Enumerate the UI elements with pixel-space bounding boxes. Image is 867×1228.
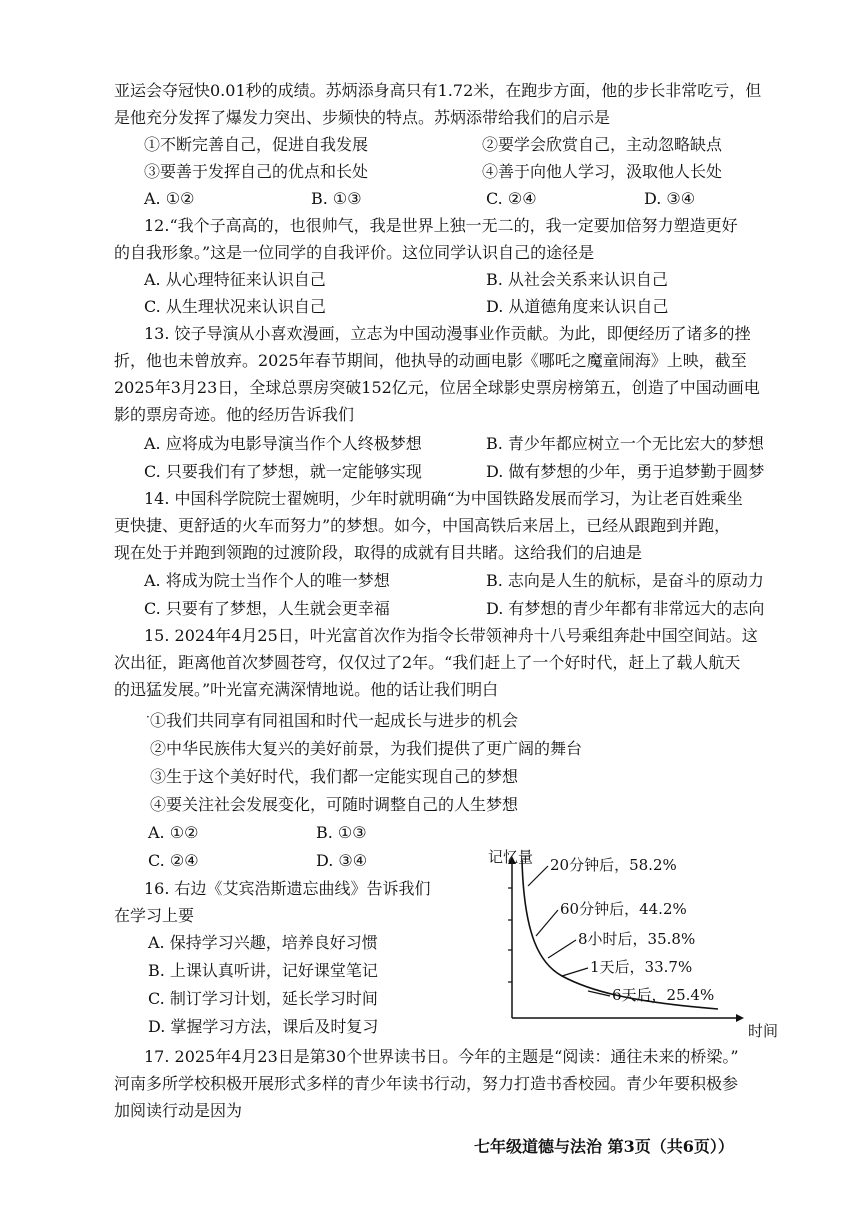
q13-stem-line: 13. 饺子导演从小喜欢漫画，立志为中国动漫事业作贡献。为此，即便经历了诸多的挫 [144, 324, 751, 343]
curve-point-leader [562, 968, 588, 976]
q12-choice-c: C. 从生理状况来认识自己 [144, 297, 326, 316]
q12-stem-line: 12.“我个子高高的，也很帅气，我是世界上独一无二的，我一定要加倍努力塑造更好 [144, 216, 738, 235]
q14-choice-a: A. 将成为院士当作个人的唯一梦想 [144, 571, 390, 590]
q11-item: ④善于向他人学习，汲取他人长处 [482, 162, 723, 181]
curve-point-leader [528, 866, 548, 886]
q15-stem-line: 次出征，距离他首次梦圆苍穹，仅仅过了2年。“我们赶上了一个好时代，赶上了载人航天 [114, 653, 741, 672]
q11-item: ③要善于发挥自己的优点和长处 [144, 162, 369, 181]
q15-choice-a: A. ①② [148, 823, 199, 842]
q11-choice-c: C. ②④ [486, 189, 537, 208]
q13-choice-d: D. 做有梦想的少年，勇于追梦勤于圆梦 [486, 462, 765, 481]
q12-choice-a: A. 从心理特征来认识自己 [144, 270, 326, 289]
q15-item: ④要关注社会发展变化，可随时调整自己的人生梦想 [150, 795, 519, 814]
q13-stem-line: 折，他也未曾放弃。2025年春节期间，他执导的动画电影《哪吒之魔童闹海》上映，截至 [114, 351, 747, 370]
q11-choice-d: D. ③④ [644, 189, 696, 208]
q15-stem-line: 15. 2024年4月25日，叶光富首次作为指令长带领神舟十八号乘组奔赴中国空间站。这 [144, 626, 758, 645]
q11-item: ①不断完善自己，促进自我发展 [144, 135, 369, 154]
q14-stem-line: 现在处于并跑到领跑的过渡阶段，取得的成就有目共睹。这给我们的启迪是 [114, 543, 643, 562]
q13-choice-c: C. 只要我们有了梦想，就一定能够实现 [144, 462, 422, 481]
q14-choice-c: C. 只要有了梦想，人生就会更幸福 [144, 599, 390, 618]
q15-item: ②中华民族伟大复兴的美好前景，为我们提供了更广阔的舞台 [150, 739, 583, 758]
curve-point-leader [536, 910, 558, 936]
q15-stem-line: 的迅猛发展。”叶光富充满深情地说。他的话让我们明白 [114, 680, 499, 699]
q12-stem-line: 的自我形象。”这是一位同学的自我评价。这位同学认识自己的途径是 [114, 243, 595, 262]
curve-point-label: 20分钟后，58.2% [550, 856, 677, 874]
q15-item: ①我们共同享有同祖国和时代一起成长与进步的机会 [150, 711, 519, 730]
q15-item: ③生于这个美好时代，我们都一定能实现自己的梦想 [150, 767, 519, 786]
q13-stem-line: 2025年3月23日，全球总票房突破152亿元，位居全球影史票房榜第五，创造了中国动画电 [114, 378, 760, 397]
q16-choice-c: C. 制订学习计划，延长学习时间 [148, 989, 378, 1008]
q16-stem-line: 在学习上要 [114, 906, 195, 925]
q13-choice-b: B. 青少年都应树立一个无比宏大的梦想 [486, 434, 764, 453]
q17-stem-line: 加阅读行动是因为 [114, 1101, 243, 1120]
q17-stem-line: 河南多所学校积极开展形式多样的青少年读书行动，努力打造书香校园。青少年要积极参 [114, 1074, 739, 1093]
q13-stem-line: 影的票房奇迹。他的经历告诉我们 [114, 405, 355, 424]
q11-item: ②要学会欣赏自己，主动忽略缺点 [482, 135, 723, 154]
q14-stem-line: 更快捷、更舒适的火车而努力”的梦想。如今，中国高铁后来居上，已经从跟跑到并跑， [114, 516, 731, 535]
q11-stem-line: 是他充分发挥了爆发力突出、步频快的特点。苏炳添带给我们的启示是 [114, 108, 611, 127]
page-footer: 七年级道德与法治 第3页（共6页）） [474, 1137, 734, 1156]
q16-stem-line: 16. 右边《艾宾浩斯遗忘曲线》告诉我们 [144, 879, 431, 898]
q15-choice-b: B. ①③ [316, 823, 367, 842]
q14-choice-b: B. 志向是人生的航标，是奋斗的原动力 [486, 571, 764, 590]
q16-choice-a: A. 保持学习兴趣，培养良好习惯 [148, 933, 378, 952]
x-axis-label: 时间 [748, 1022, 779, 1040]
q11-choice-b: B. ①③ [311, 189, 362, 208]
curve-point-label: 6天后，25.4% [612, 986, 715, 1004]
forgetting-curve-chart [478, 846, 798, 1046]
curve-point-leader [548, 940, 576, 958]
q12-choice-b: B. 从社会关系来认识自己 [486, 270, 668, 289]
q14-choice-d: D. 有梦想的青少年都有非常远大的志向 [486, 599, 765, 618]
q11-stem-line: 亚运会夺冠快0.01秒的成绩。苏炳添身高只有1.72米，在跑步方面，他的步长非常吃亏，但 [114, 81, 762, 100]
stray-mark: · [146, 710, 150, 724]
q15-choice-d: D. ③④ [316, 851, 368, 870]
x-axis-arrow-icon [736, 1014, 744, 1022]
q16-choice-b: B. 上课认真听讲，记好课堂笔记 [148, 961, 378, 980]
q12-choice-d: D. 从道德角度来认识自己 [486, 297, 669, 316]
q16-choice-d: D. 掌握学习方法，课后及时复习 [148, 1017, 379, 1036]
curve-point-label: 8小时后，35.8% [578, 930, 696, 948]
q15-choice-c: C. ②④ [148, 851, 199, 870]
curve-point-label: 1天后，33.7% [590, 958, 693, 976]
curve-point-label: 60分钟后，44.2% [560, 900, 687, 918]
q17-stem-line: 17. 2025年4月23日是第30个世界读书日。今年的主题是“阅读：通往未来的桥梁。” [144, 1047, 739, 1066]
q13-choice-a: A. 应将成为电影导演当作个人终极梦想 [144, 434, 422, 453]
q11-choice-a: A. ①② [144, 189, 195, 208]
y-axis-label: 记忆量 [488, 848, 534, 866]
q14-stem-line: 14. 中国科学院院士翟婉明，少年时就明确“为中国铁路发展而学习，为让老百姓乘坐 [144, 489, 743, 508]
